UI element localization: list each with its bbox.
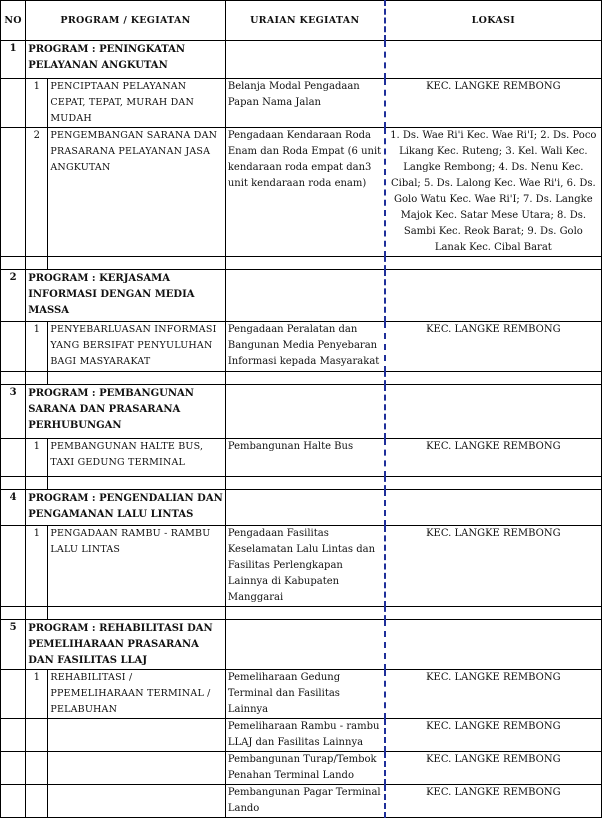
activity-uraian: Pengadaan Kendaraan Roda Enam dan Roda Empat (6 unit kendaraan roda empat dan3 unit kendaraan roda enam) — [225, 128, 384, 257]
activity-name: PENGADAAN RAMBU - RAMBU LALU LINTAS — [48, 526, 225, 607]
empty-cell — [225, 477, 384, 490]
program-number: 1 — [1, 41, 26, 79]
activity-name: PEMBANGUNAN HALTE BUS, TAXI GEDUNG TERMINAL — [48, 439, 225, 477]
activity-name: REHABILITASI / PPEMELIHARAAN TERMINAL / PELABUHAN — [48, 670, 225, 719]
header-no: NO — [1, 1, 26, 41]
activity-number: 1 — [26, 526, 48, 607]
activity-row — [1, 322, 602, 372]
activity-number: 1 — [26, 322, 48, 372]
empty-cell — [225, 385, 384, 439]
activity-lokasi: KEC. LANGKE REMBONG — [385, 322, 602, 372]
empty-cell — [225, 490, 384, 526]
empty-cell — [1, 257, 26, 270]
program-row — [1, 270, 602, 322]
program-title: PROGRAM : PEMBANGUNAN SARANA DAN PRASARANA PERHUBUNGAN — [26, 385, 226, 439]
empty-cell — [385, 490, 602, 526]
empty-cell — [225, 372, 384, 385]
empty-cell — [385, 270, 602, 322]
activity-lokasi: KEC. LANGKE REMBONG — [385, 670, 602, 719]
program-row — [1, 490, 602, 526]
empty-cell — [1, 752, 26, 785]
program-row — [1, 385, 602, 439]
program-number: 3 — [1, 385, 26, 439]
empty-cell — [1, 526, 26, 607]
activity-row — [1, 79, 602, 128]
empty-cell — [1, 607, 26, 620]
empty-cell — [26, 607, 48, 620]
empty-cell — [385, 385, 602, 439]
activity-name: PENYEBARLUASAN INFORMASI YANG BERSIFAT PENYULUHAN BAGI MASYARAKAT — [48, 322, 225, 372]
activity-name — [48, 719, 225, 752]
empty-cell — [1, 477, 26, 490]
activity-lokasi: 1. Ds. Wae Ri'i Kec. Wae Ri'I; 2. Ds. Poco Likang Kec. Ruteng; 3. Kel. Wali Kec. Langke Rembong; 4. Ds. Nenu Kec. Cibal; 5. Ds. Lalong Kec. Wae Ri'i, 6. Ds. Golo Watu Kec. Wae Ri'I; 7. Ds. Langke Majok Kec. Satar Mese Utara; 8. Ds. Sambi Kec. Reok Barat; 9. Ds. Golo Lanak Kec. Cibal Barat — [385, 128, 602, 257]
activity-name: PENGEMBANGAN SARANA DAN PRASARANA PELAYANAN JASA ANGKUTAN — [48, 128, 225, 257]
empty-cell — [48, 607, 225, 620]
activity-lokasi: KEC. LANGKE REMBONG — [385, 752, 602, 785]
program-title: PROGRAM : REHABILITASI DAN PEMELIHARAAN PRASARANA DAN FASILITAS LLAJ — [26, 620, 226, 670]
spacer-row — [1, 372, 602, 385]
empty-cell — [225, 270, 384, 322]
activity-number — [26, 785, 48, 818]
program-row — [1, 620, 602, 670]
empty-cell — [26, 257, 48, 270]
spacer-row — [1, 257, 602, 270]
spacer-row — [1, 477, 602, 490]
empty-cell — [48, 372, 225, 385]
activity-lokasi: KEC. LANGKE REMBONG — [385, 79, 602, 128]
empty-cell — [1, 322, 26, 372]
header-row — [1, 1, 602, 41]
empty-cell — [26, 372, 48, 385]
activity-uraian: Pembangunan Pagar Terminal Lando — [225, 785, 384, 818]
activity-number: 1 — [26, 79, 48, 128]
header-lokasi: LOKASI — [385, 1, 602, 41]
activity-number: 1 — [26, 439, 48, 477]
empty-cell — [225, 41, 384, 79]
empty-cell — [1, 372, 26, 385]
empty-cell — [1, 719, 26, 752]
spacer-row — [1, 607, 602, 620]
program-number: 4 — [1, 490, 26, 526]
activity-lokasi: KEC. LANGKE REMBONG — [385, 719, 602, 752]
program-number: 2 — [1, 270, 26, 322]
activity-number: 1 — [26, 670, 48, 719]
activity-uraian: Pembangunan Turap/Tembok Penahan Terminal Lando — [225, 752, 384, 785]
activity-number — [26, 752, 48, 785]
empty-cell — [1, 128, 26, 257]
activity-name — [48, 785, 225, 818]
activity-row — [1, 526, 602, 607]
activity-lokasi: KEC. LANGKE REMBONG — [385, 526, 602, 607]
activity-number: 2 — [26, 128, 48, 257]
empty-cell — [385, 607, 602, 620]
program-row — [1, 41, 602, 79]
program-title: PROGRAM : KERJASAMA INFORMASI DENGAN MEDIA MASSA — [26, 270, 226, 322]
empty-cell — [385, 257, 602, 270]
activity-row — [1, 785, 602, 818]
activity-name — [48, 752, 225, 785]
activity-row — [1, 719, 602, 752]
empty-cell — [48, 257, 225, 270]
program-title: PROGRAM : PENINGKATAN PELAYANAN ANGKUTAN — [26, 41, 226, 79]
empty-cell — [385, 372, 602, 385]
activity-row — [1, 439, 602, 477]
activity-uraian: Pengadaan Fasilitas Keselamatan Lalu Lintas dan Fasilitas Perlengkapan Lainnya di Kabupaten Manggarai — [225, 526, 384, 607]
empty-cell — [225, 257, 384, 270]
empty-cell — [225, 607, 384, 620]
activity-uraian: Pemeliharaan Rambu - rambu LLAJ dan Fasilitas Lainnya — [225, 719, 384, 752]
empty-cell — [385, 620, 602, 670]
empty-cell — [1, 79, 26, 128]
activity-name: PENCIPTAAN PELAYANAN CEPAT, TEPAT, MURAH DAN MUDAH — [48, 79, 225, 128]
empty-cell — [385, 477, 602, 490]
program-title: PROGRAM : PENGENDALIAN DAN PENGAMANAN LALU LINTAS — [26, 490, 226, 526]
program-number: 5 — [1, 620, 26, 670]
empty-cell — [1, 670, 26, 719]
activity-row — [1, 128, 602, 257]
empty-cell — [1, 439, 26, 477]
empty-cell — [1, 785, 26, 818]
activity-row — [1, 752, 602, 785]
activity-uraian: Pembangunan Halte Bus — [225, 439, 384, 477]
activity-uraian: Pengadaan Peralatan dan Bangunan Media Penyebaran Informasi kepada Masyarakat — [225, 322, 384, 372]
header-program: PROGRAM / KEGIATAN — [26, 1, 226, 41]
activity-row — [1, 670, 602, 719]
activity-lokasi: KEC. LANGKE REMBONG — [385, 439, 602, 477]
activity-uraian: Belanja Modal Pengadaan Papan Nama Jalan — [225, 79, 384, 128]
activity-number — [26, 719, 48, 752]
activity-uraian: Pemeliharaan Gedung Terminal dan Fasilitas Lainnya — [225, 670, 384, 719]
empty-cell — [385, 41, 602, 79]
empty-cell — [225, 620, 384, 670]
empty-cell — [48, 477, 225, 490]
activity-lokasi: KEC. LANGKE REMBONG — [385, 785, 602, 818]
header-uraian: URAIAN KEGIATAN — [225, 1, 384, 41]
empty-cell — [26, 477, 48, 490]
